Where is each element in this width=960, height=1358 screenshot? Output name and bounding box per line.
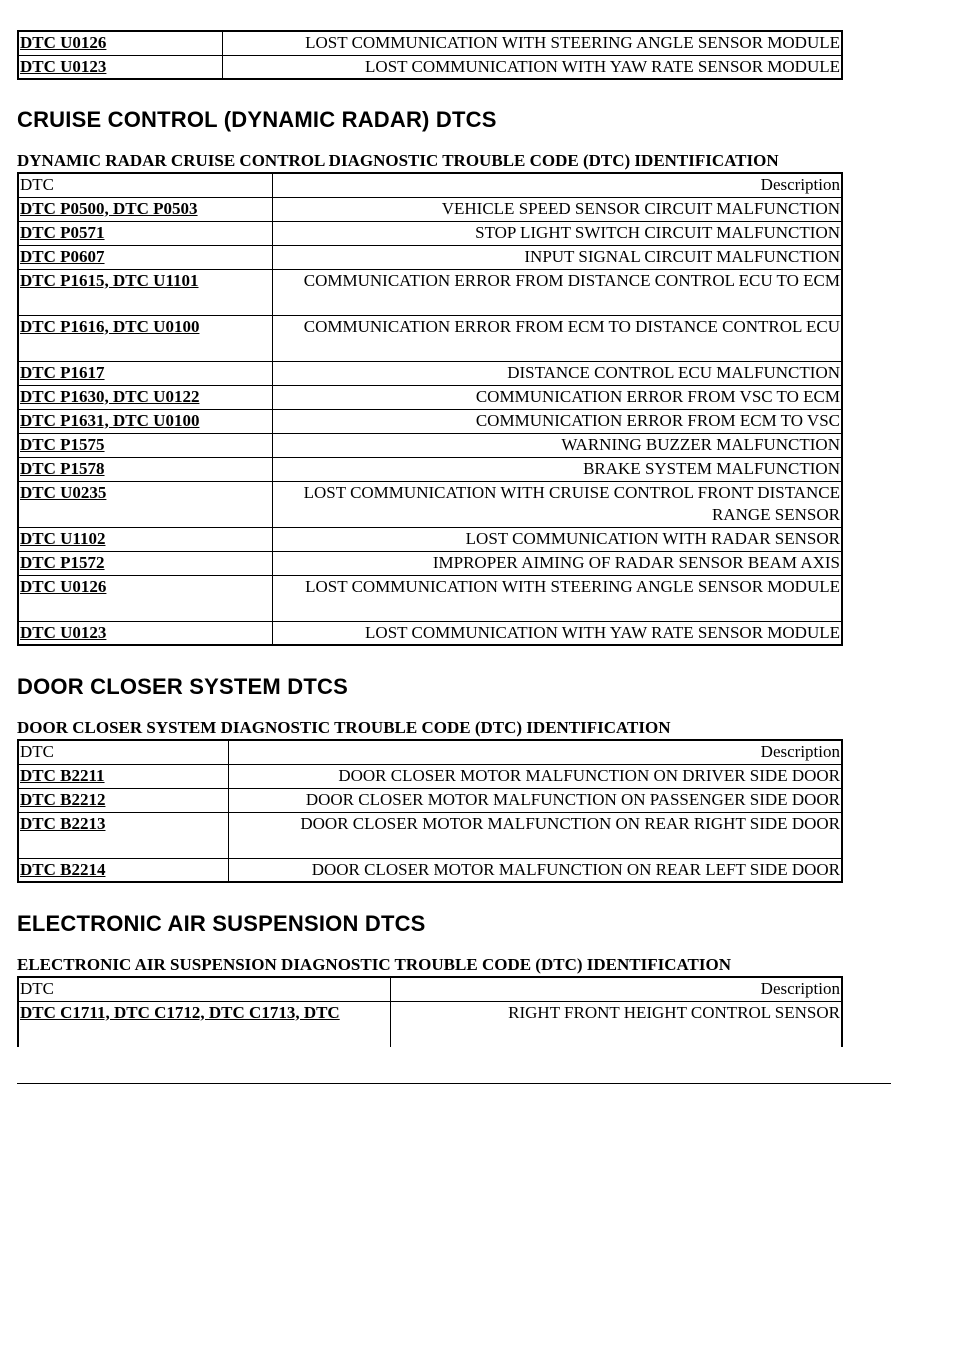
dtc-code-cell[interactable]	[18, 481, 272, 527]
dtc-description-cell: VEHICLE SPEED SENSOR CIRCUIT MALFUNCTION	[272, 197, 842, 221]
dtc-code-cell[interactable]	[18, 812, 228, 858]
table-row	[18, 269, 842, 315]
dtc-link[interactable]: DTC B2214	[20, 859, 106, 879]
table-header-row	[18, 977, 842, 1001]
dtc-link[interactable]: DTC B2213	[20, 813, 106, 833]
dtc-link[interactable]: DTC P1631, DTC U0100	[20, 410, 200, 430]
column-header-description: Description	[228, 740, 842, 764]
section-subtitle-air-suspension: ELECTRONIC AIR SUSPENSION DIAGNOSTIC TROUBLE CODE (DTC) IDENTIFICATION	[17, 955, 731, 974]
dtc-link[interactable]: DTC P1630, DTC U0122	[20, 386, 200, 406]
dtc-code-cell[interactable]	[18, 575, 272, 621]
dtc-description-cell: LOST COMMUNICATION WITH RADAR SENSOR	[272, 527, 842, 551]
table-row	[18, 527, 842, 551]
dtc-link[interactable]: DTC U1102	[20, 528, 106, 548]
dtc-link[interactable]: DTC U0126	[20, 576, 107, 596]
table-row	[18, 221, 842, 245]
dtc-code-cell[interactable]	[18, 315, 272, 361]
dtc-code-cell[interactable]	[18, 245, 272, 269]
dtc-link[interactable]: DTC B2211	[20, 765, 105, 785]
table-row	[18, 764, 842, 788]
table-row	[18, 55, 842, 79]
dtc-code-cell[interactable]	[18, 1001, 390, 1047]
section-title-cruise: CRUISE CONTROL (DYNAMIC RADAR) DTCS	[17, 107, 497, 132]
dtc-link[interactable]: DTC U0235	[20, 482, 107, 502]
section-subtitle-door-closer: DOOR CLOSER SYSTEM DIAGNOSTIC TROUBLE CODE (DTC) IDENTIFICATION	[17, 718, 671, 737]
column-header-dtc: DTC	[18, 740, 228, 764]
dtc-description-cell: LOST COMMUNICATION WITH YAW RATE SENSOR MODULE	[272, 621, 842, 645]
table-row	[18, 245, 842, 269]
dtc-link[interactable]: DTC P1578	[20, 458, 105, 478]
dtc-description-cell: COMMUNICATION ERROR FROM DISTANCE CONTROL ECU TO ECM	[272, 269, 842, 315]
dtc-link[interactable]: DTC B2212	[20, 789, 106, 809]
door-closer-dtc-table	[17, 739, 843, 883]
dtc-code-cell[interactable]	[18, 551, 272, 575]
dtc-description-cell: DOOR CLOSER MOTOR MALFUNCTION ON PASSENGER SIDE DOOR	[228, 788, 842, 812]
dtc-code-cell[interactable]	[18, 385, 272, 409]
dtc-description-cell: STOP LIGHT SWITCH CIRCUIT MALFUNCTION	[272, 221, 842, 245]
section-subtitle-cruise: DYNAMIC RADAR CRUISE CONTROL DIAGNOSTIC TROUBLE CODE (DTC) IDENTIFICATION	[17, 151, 779, 170]
dtc-code-cell[interactable]	[18, 433, 272, 457]
dtc-link[interactable]: DTC P0500, DTC P0503	[20, 198, 198, 218]
dtc-code-cell[interactable]	[18, 527, 272, 551]
dtc-description-cell: LOST COMMUNICATION WITH STEERING ANGLE SENSOR MODULE	[272, 575, 842, 621]
continued-dtc-table	[17, 30, 843, 80]
dtc-description-cell: IMPROPER AIMING OF RADAR SENSOR BEAM AXIS	[272, 551, 842, 575]
dtc-code-cell[interactable]	[18, 31, 222, 55]
dtc-description-cell: BRAKE SYSTEM MALFUNCTION	[272, 457, 842, 481]
table-row	[18, 481, 842, 527]
dtc-code-cell[interactable]	[18, 269, 272, 315]
dtc-code-cell[interactable]	[18, 764, 228, 788]
table-row	[18, 361, 842, 385]
dtc-description-cell: COMMUNICATION ERROR FROM VSC TO ECM	[272, 385, 842, 409]
dtc-code-cell[interactable]	[18, 197, 272, 221]
dtc-description-cell: INPUT SIGNAL CIRCUIT MALFUNCTION	[272, 245, 842, 269]
dtc-link[interactable]: DTC P0607	[20, 246, 105, 266]
column-header-description: Description	[390, 977, 842, 1001]
dtc-description-cell: DOOR CLOSER MOTOR MALFUNCTION ON REAR RIGHT SIDE DOOR	[228, 812, 842, 858]
dtc-code-cell[interactable]	[18, 361, 272, 385]
column-header-description: Description	[272, 173, 842, 197]
table-row	[18, 385, 842, 409]
table-row	[18, 575, 842, 621]
dtc-link[interactable]: DTC P1615, DTC U1101	[20, 270, 199, 290]
table-row	[18, 197, 842, 221]
dtc-description-cell: DISTANCE CONTROL ECU MALFUNCTION	[272, 361, 842, 385]
table-header-row	[18, 740, 842, 764]
table-row	[18, 1001, 842, 1047]
section-title-door-closer: DOOR CLOSER SYSTEM DTCS	[17, 674, 348, 699]
dtc-description-cell: DOOR CLOSER MOTOR MALFUNCTION ON REAR LEFT SIDE DOOR	[228, 858, 842, 882]
column-header-dtc: DTC	[18, 977, 390, 1001]
table-row	[18, 858, 842, 882]
dtc-description-cell: LOST COMMUNICATION WITH STEERING ANGLE SENSOR MODULE	[222, 31, 842, 55]
dtc-description-cell: LOST COMMUNICATION WITH CRUISE CONTROL FRONT DISTANCE RANGE SENSOR	[272, 481, 842, 527]
table-row	[18, 31, 842, 55]
table-header-row	[18, 173, 842, 197]
dtc-description-cell: DOOR CLOSER MOTOR MALFUNCTION ON DRIVER SIDE DOOR	[228, 764, 842, 788]
section-title-air-suspension: ELECTRONIC AIR SUSPENSION DTCS	[17, 911, 426, 936]
dtc-code-cell[interactable]	[18, 409, 272, 433]
dtc-code-cell[interactable]	[18, 221, 272, 245]
table-row	[18, 788, 842, 812]
dtc-link[interactable]: DTC U0126	[20, 33, 107, 52]
dtc-link[interactable]: DTC P0571	[20, 222, 105, 242]
manual-page	[17, 30, 843, 1047]
dtc-description-cell: RIGHT FRONT HEIGHT CONTROL SENSOR	[390, 1001, 842, 1047]
page-divider	[17, 1083, 891, 1084]
dtc-description-cell: LOST COMMUNICATION WITH YAW RATE SENSOR MODULE	[222, 55, 842, 79]
dtc-description-cell: COMMUNICATION ERROR FROM ECM TO DISTANCE CONTROL ECU	[272, 315, 842, 361]
table-row	[18, 551, 842, 575]
dtc-code-cell[interactable]	[18, 621, 272, 645]
dtc-code-cell[interactable]	[18, 858, 228, 882]
dtc-link[interactable]: DTC P1572	[20, 552, 105, 572]
dtc-link[interactable]: DTC C1711, DTC C1712, DTC C1713, DTC	[20, 1002, 340, 1022]
dtc-link[interactable]: DTC P1616, DTC U0100	[20, 316, 200, 336]
dtc-description-cell: WARNING BUZZER MALFUNCTION	[272, 433, 842, 457]
table-row	[18, 409, 842, 433]
table-row	[18, 315, 842, 361]
dtc-link[interactable]: DTC U0123	[20, 56, 107, 76]
cruise-dtc-table	[17, 172, 843, 646]
dtc-link[interactable]: DTC P1575	[20, 434, 105, 454]
dtc-link[interactable]: DTC P1617	[20, 362, 105, 382]
table-row	[18, 812, 842, 858]
dtc-code-cell[interactable]	[18, 788, 228, 812]
dtc-code-cell[interactable]	[18, 457, 272, 481]
table-row	[18, 621, 842, 645]
dtc-link[interactable]: DTC U0123	[20, 622, 107, 642]
table-row	[18, 457, 842, 481]
table-row	[18, 433, 842, 457]
dtc-code-cell[interactable]	[18, 55, 222, 79]
dtc-description-cell: COMMUNICATION ERROR FROM ECM TO VSC	[272, 409, 842, 433]
air-suspension-dtc-table	[17, 976, 843, 1047]
column-header-dtc: DTC	[18, 173, 272, 197]
